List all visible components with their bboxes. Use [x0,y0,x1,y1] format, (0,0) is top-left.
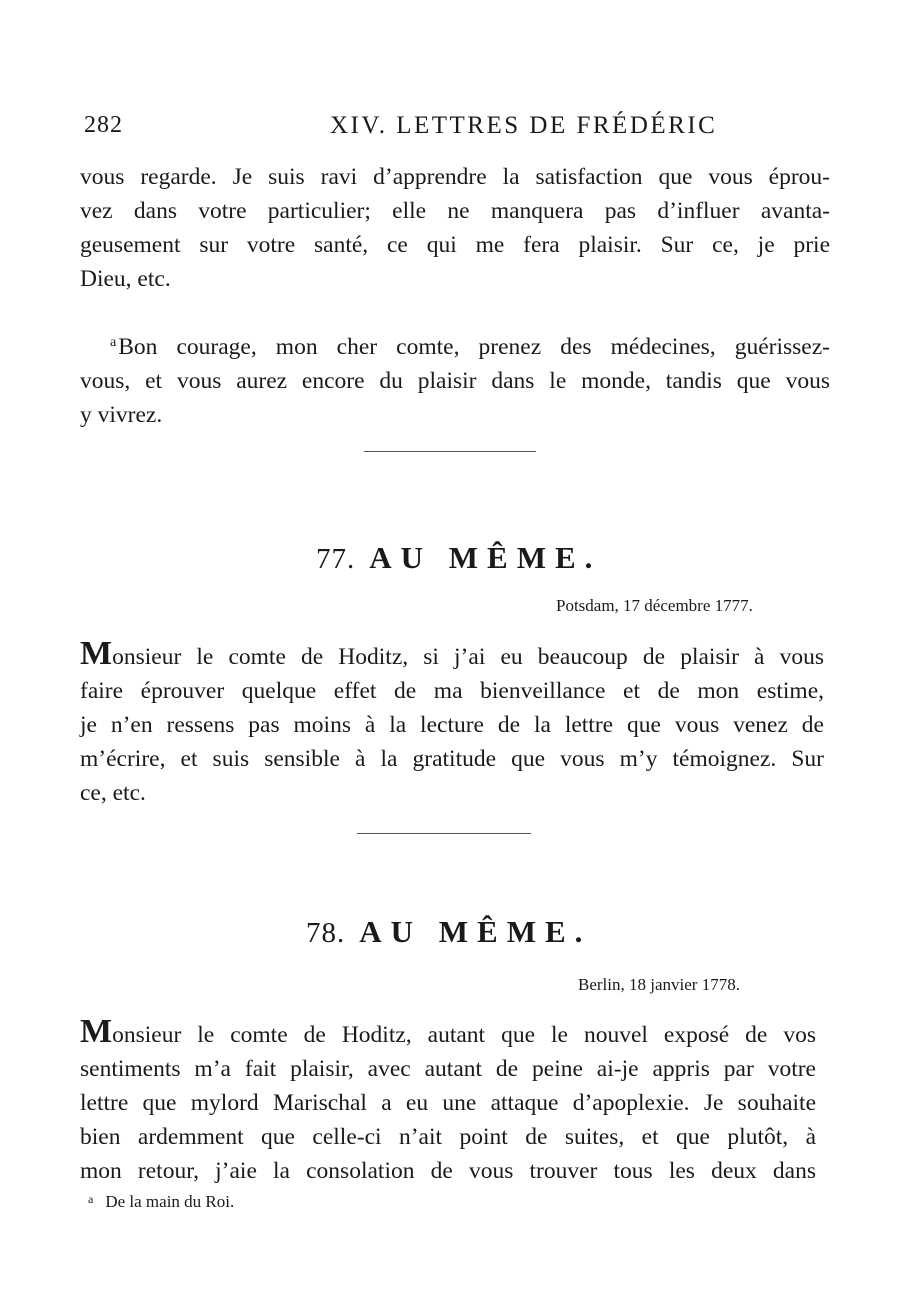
drop-cap: M [80,1013,113,1050]
letter-number: 77. [316,543,356,575]
postscript-first-line: Bon courage, mon cher comte, prenez des médecines, guérissez- [118,334,830,360]
page-number: 282 [84,112,123,138]
letter-title: AU MÊME. [359,914,592,949]
letter-dateline: Potsdam, 17 décembre 1777. [556,596,753,615]
letter-number: 78. [306,917,346,949]
text-line: Dieu, etc. [80,266,171,292]
text-line: geusement sur votre santé, ce qui me fera plaisir. Sur ce, je prie [80,232,830,258]
drop-cap: M [80,635,113,672]
running-title: XIV. LETTRES DE FRÉDÉRIC [330,112,718,139]
text-line: lettre que mylord Marischal a eu une attaque d’apoplexie. Je souhaite [80,1090,816,1116]
section-divider [357,833,531,834]
text-line: bien ardemment que celle-ci n’ait point de suites, et que plutôt, à [80,1124,816,1150]
letter-heading-78 [306,914,591,950]
text-line: faire éprouver quelque effet de ma bienveillance et de mon estime, [80,678,824,704]
text-line: vous, et vous aurez encore du plaisir dans le monde, tandis que vous [80,368,830,394]
letter-78-body [80,1015,816,1188]
text-line: je n’en ressens pas moins à la lecture de la lettre que vous venez de [80,712,824,738]
text-line: sentiments m’a fait plaisir, avec autant de peine ai-je appris par votre [80,1056,816,1082]
letter-dateline: Berlin, 18 janvier 1778. [578,975,740,994]
text-line: y vivrez. [80,402,163,428]
section-divider [364,451,536,452]
text-line [80,1015,816,1052]
text-line [80,326,830,364]
running-head [80,112,840,146]
footnote-reference: a [110,335,117,350]
letter-77-first-line: onsieur le comte de Hoditz, si j’ai eu beaucoup de plaisir à vous [112,644,824,670]
letter-title: AU MÊME. [369,540,602,575]
letter-heading-77 [316,540,601,576]
postscript-paragraph [80,326,830,432]
text-line: m’écrire, et suis sensible à la gratitude que vous m’y témoignez. Sur [80,746,824,772]
letter-78-first-line: onsieur le comte de Hoditz, autant que le nouvel exposé de vos [112,1022,816,1048]
footnote [88,1192,234,1212]
continuation-paragraph [80,160,830,296]
footnote-mark: a [88,1192,94,1206]
text-line: ce, etc. [80,780,146,806]
text-line: vez dans votre particulier; elle ne manquera pas d’influer avanta- [80,198,830,224]
footnote-text: De la main du Roi. [105,1192,235,1211]
text-line [80,637,824,674]
text-line: vous regarde. Je suis ravi d’apprendre la satisfaction que vous éprou- [80,164,830,190]
text-line: mon retour, j’aie la consolation de vous trouver tous les deux dans [80,1158,816,1184]
letter-77-body [80,637,824,810]
